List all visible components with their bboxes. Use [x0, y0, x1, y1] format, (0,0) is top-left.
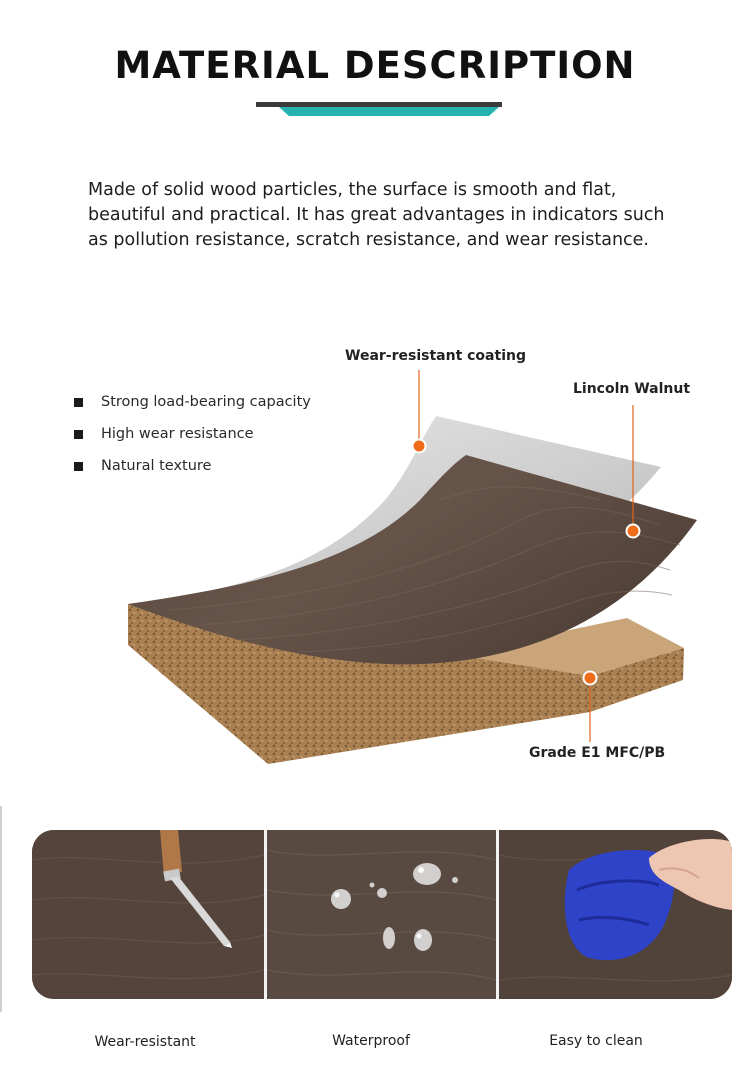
coating-marker-icon [412, 439, 427, 454]
feature-label: Natural texture [101, 458, 212, 474]
walnut-label: Lincoln Walnut [573, 381, 691, 397]
core-label: Grade E1 MFC/PB [529, 745, 666, 761]
photo-waterproof [267, 830, 496, 999]
intro-paragraph: Made of solid wood particles, the surface is smooth and flat, beautiful and practical. It has great advantages in indicators such as pollution resistance, scratch resistance, and wear resistance. [88, 180, 665, 250]
photo-wear-resistant [32, 830, 264, 999]
caption-easy-to-clean: Easy to clean [549, 1033, 643, 1049]
feature-photo-strip [32, 830, 732, 999]
caption-wear-resistant: Wear-resistant [94, 1034, 196, 1050]
title-accent-trapezoid [279, 107, 499, 116]
photo-easy-to-clean [499, 830, 732, 999]
board-layers-illustration [0, 330, 750, 780]
page-title: MATERIAL DESCRIPTION [114, 44, 636, 87]
feature-label: Strong load-bearing capacity [101, 394, 311, 410]
core-marker-icon [583, 671, 598, 686]
feature-label: High wear resistance [101, 426, 254, 442]
walnut-marker-icon [626, 524, 641, 539]
caption-waterproof: Waterproof [332, 1033, 410, 1049]
coating-label: Wear-resistant coating [345, 348, 526, 364]
left-edge-line [0, 806, 2, 1012]
